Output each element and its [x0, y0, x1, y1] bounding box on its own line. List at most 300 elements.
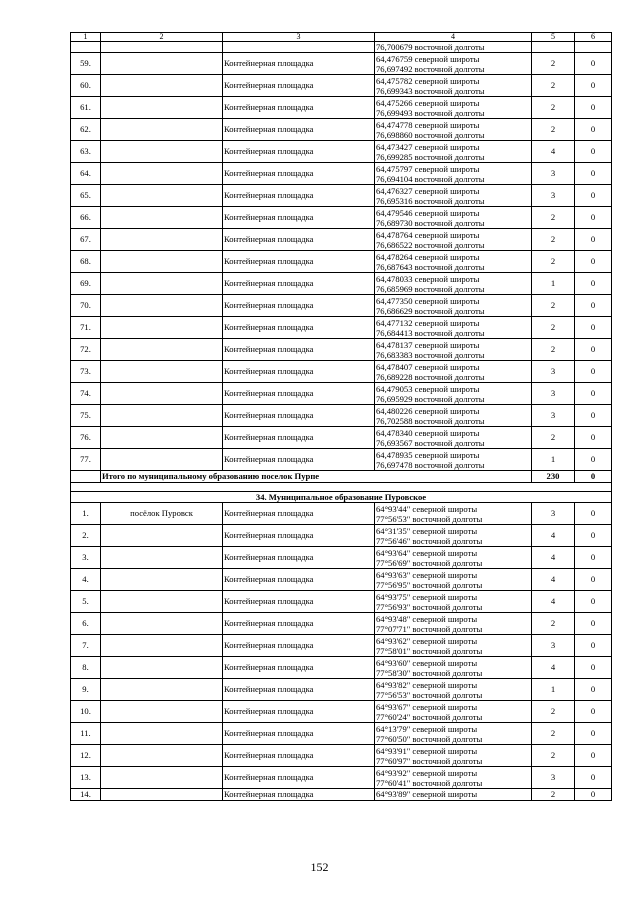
column6-value-cell: 0 [575, 141, 612, 163]
latitude-text: 64,473427 северной широты [376, 141, 480, 152]
column5-value-cell: 4 [532, 525, 575, 547]
settlement-cell [101, 295, 223, 317]
settlement-cell [101, 613, 223, 635]
column5-value-cell: 2 [532, 295, 575, 317]
row-number-cell: 72. [71, 339, 101, 361]
latitude-text: 64,479546 северной широты [376, 207, 480, 218]
row-number-cell: 62. [71, 119, 101, 141]
continuation-row [71, 42, 612, 53]
longitude-text: 77°56'95" восточной долготы [376, 579, 483, 590]
coordinate-cell [375, 317, 532, 339]
coordinate-cell [375, 97, 532, 119]
cell-empty [71, 471, 101, 483]
site-type-cell: Контейнерная площадка [223, 185, 375, 207]
settlement-cell [101, 547, 223, 569]
site-type-cell: Контейнерная площадка [223, 339, 375, 361]
cell-empty [71, 482, 612, 491]
table-row [71, 657, 612, 679]
row-number-cell: 73. [71, 361, 101, 383]
longitude-text: 76,687643 восточной долготы [376, 261, 485, 272]
column5-value-cell: 4 [532, 547, 575, 569]
table-row [71, 591, 612, 613]
site-type-cell: Контейнерная площадка [223, 361, 375, 383]
row-number-cell: 63. [71, 141, 101, 163]
column5-value-cell: 2 [532, 119, 575, 141]
settlement-cell [101, 723, 223, 745]
latitude-text: 64,477132 северной широты [376, 317, 480, 328]
site-type-cell: Контейнерная площадка [223, 789, 375, 801]
settlement-cell [101, 339, 223, 361]
settlement-cell [101, 745, 223, 767]
table-row [71, 383, 612, 405]
row-number-cell: 76. [71, 427, 101, 449]
column5-value-cell: 2 [532, 427, 575, 449]
column5-value-cell: 3 [532, 383, 575, 405]
longitude-text: 77°56'69" восточной долготы [376, 557, 483, 568]
column5-value-cell: 3 [532, 635, 575, 657]
longitude-text: 77°60'97" восточной долготы [376, 755, 483, 766]
settlement-cell [101, 75, 223, 97]
coordinate-cell [375, 569, 532, 591]
coordinate-cell [375, 53, 532, 75]
site-type-cell: Контейнерная площадка [223, 767, 375, 789]
column5-value-cell: 2 [532, 317, 575, 339]
table-row [71, 53, 612, 75]
site-type-cell: Контейнерная площадка [223, 251, 375, 273]
latitude-text: 64,480226 северной широты [376, 405, 480, 416]
settlement-cell [101, 383, 223, 405]
latitude-text: 64°93'62" северной широты [376, 635, 478, 646]
longitude-text: 76,694104 восточной долготы [376, 173, 485, 184]
site-type-cell: Контейнерная площадка [223, 295, 375, 317]
site-type-cell: Контейнерная площадка [223, 97, 375, 119]
settlement-cell [101, 229, 223, 251]
column6-value-cell: 0 [575, 339, 612, 361]
column6-value-cell: 0 [575, 767, 612, 789]
column6-value-cell: 0 [575, 525, 612, 547]
total-column5: 230 [532, 471, 575, 483]
column6-value-cell: 0 [575, 97, 612, 119]
longitude-text: 77°56'93" восточной долготы [376, 601, 483, 612]
latitude-text: 64,478033 северной широты [376, 273, 480, 284]
cell-empty [223, 42, 375, 53]
table-row [71, 635, 612, 657]
row-number-cell: 75. [71, 405, 101, 427]
latitude-text: 64°93'91" северной широты [376, 745, 478, 756]
column6-value-cell: 0 [575, 75, 612, 97]
site-type-cell: Контейнерная площадка [223, 383, 375, 405]
coordinate-cell [375, 745, 532, 767]
coordinate-cell [375, 449, 532, 471]
column5-value-cell: 2 [532, 339, 575, 361]
column6-value-cell: 0 [575, 119, 612, 141]
row-number-cell: 77. [71, 449, 101, 471]
section-header-row [71, 491, 612, 503]
latitude-text: 64°93'82" северной широты [376, 679, 478, 690]
column6-value-cell: 0 [575, 229, 612, 251]
column6-value-cell: 0 [575, 273, 612, 295]
settlement-cell [101, 657, 223, 679]
longitude-text: 76,686522 восточной долготы [376, 239, 485, 250]
row-number-cell: 5. [71, 591, 101, 613]
settlement-cell [101, 591, 223, 613]
coordinate-cell [375, 427, 532, 449]
coordinate-cell [375, 141, 532, 163]
coordinate-cell [375, 119, 532, 141]
table-row [71, 295, 612, 317]
latitude-text: 64°93'89" северной широты [376, 789, 478, 800]
header-cell: 3 [223, 33, 375, 42]
row-number-cell: 68. [71, 251, 101, 273]
coordinate-cell [375, 339, 532, 361]
longitude-text: 77°58'01" восточной долготы [376, 645, 483, 656]
column5-value-cell: 1 [532, 273, 575, 295]
table-row [71, 525, 612, 547]
settlement-cell [101, 251, 223, 273]
latitude-text: 64,478340 северной широты [376, 427, 480, 438]
row-number-cell: 71. [71, 317, 101, 339]
settlement-cell [101, 767, 223, 789]
row-number-cell: 1. [71, 503, 101, 525]
column5-value-cell: 2 [532, 723, 575, 745]
column6-value-cell: 0 [575, 789, 612, 801]
row-number-cell: 66. [71, 207, 101, 229]
site-type-cell: Контейнерная площадка [223, 141, 375, 163]
row-number-cell: 11. [71, 723, 101, 745]
header-cell: 6 [575, 33, 612, 42]
table-row [71, 427, 612, 449]
site-type-cell: Контейнерная площадка [223, 569, 375, 591]
site-type-cell: Контейнерная площадка [223, 745, 375, 767]
column5-value-cell: 3 [532, 767, 575, 789]
row-number-cell: 9. [71, 679, 101, 701]
settlement-cell [101, 701, 223, 723]
cell-empty [532, 42, 575, 53]
row-number-cell: 59. [71, 53, 101, 75]
latitude-text: 64°93'67" северной широты [376, 701, 478, 712]
coordinate-cell [375, 273, 532, 295]
column6-value-cell: 0 [575, 361, 612, 383]
header-cell: 2 [101, 33, 223, 42]
longitude-text: 77°56'46" восточной долготы [376, 535, 483, 546]
table-row [71, 317, 612, 339]
header-cell: 1 [71, 33, 101, 42]
row-number-cell: 65. [71, 185, 101, 207]
table-row [71, 163, 612, 185]
column5-value-cell: 3 [532, 185, 575, 207]
longitude-text: 76,699285 восточной долготы [376, 151, 485, 162]
coordinate-cell [375, 613, 532, 635]
table-row [71, 361, 612, 383]
column5-value-cell: 2 [532, 251, 575, 273]
latitude-text: 64,478407 северной широты [376, 361, 480, 372]
column5-value-cell: 4 [532, 569, 575, 591]
table-row [71, 97, 612, 119]
column6-value-cell: 0 [575, 591, 612, 613]
table-row [71, 547, 612, 569]
column6-value-cell: 0 [575, 613, 612, 635]
column5-value-cell: 4 [532, 591, 575, 613]
settlement-cell [101, 141, 223, 163]
longitude-text: 76,685969 восточной долготы [376, 283, 485, 294]
latitude-text: 64,478137 северной широты [376, 339, 480, 350]
total-row [71, 471, 612, 483]
column-number-header [71, 33, 612, 42]
column5-value-cell: 2 [532, 613, 575, 635]
coordinate-cell [375, 723, 532, 745]
coordinate-cell [375, 75, 532, 97]
longitude-text: 76,693567 восточной долготы [376, 437, 485, 448]
table-row [71, 229, 612, 251]
longitude-text: 76,689730 восточной долготы [376, 217, 485, 228]
longitude-text: 76,699343 восточной долготы [376, 85, 485, 96]
settlement-cell [101, 97, 223, 119]
row-number-cell: 67. [71, 229, 101, 251]
longitude-text: 76,689228 восточной долготы [376, 371, 485, 382]
longitude-text: 76,684413 восточной долготы [376, 327, 485, 338]
longitude-text: 77°56'53" восточной долготы [376, 513, 483, 524]
row-number-cell: 12. [71, 745, 101, 767]
column6-value-cell: 0 [575, 701, 612, 723]
settlement-cell [101, 361, 223, 383]
site-type-cell: Контейнерная площадка [223, 613, 375, 635]
latitude-text: 64°13'79" северной широты [376, 723, 478, 734]
site-type-cell: Контейнерная площадка [223, 229, 375, 251]
coordinate-cell [375, 657, 532, 679]
site-type-cell: Контейнерная площадка [223, 449, 375, 471]
column6-value-cell: 0 [575, 251, 612, 273]
column6-value-cell: 0 [575, 405, 612, 427]
table-row [71, 767, 612, 789]
site-type-cell: Контейнерная площадка [223, 657, 375, 679]
site-type-cell: Контейнерная площадка [223, 163, 375, 185]
table-row [71, 119, 612, 141]
latitude-text: 64,477350 северной широты [376, 295, 480, 306]
column5-value-cell: 2 [532, 97, 575, 119]
settlement-cell [101, 53, 223, 75]
latitude-text: 64,475782 северной широты [376, 75, 480, 86]
coordinate-cell [375, 547, 532, 569]
settlement-cell [101, 119, 223, 141]
row-number-cell: 10. [71, 701, 101, 723]
site-type-cell: Контейнерная площадка [223, 405, 375, 427]
row-number-cell: 8. [71, 657, 101, 679]
latitude-text: 64,478764 северной широты [376, 229, 480, 240]
site-type-cell: Контейнерная площадка [223, 525, 375, 547]
longitude-text: 77°60'24" восточной долготы [376, 711, 483, 722]
coordinate-cell [375, 767, 532, 789]
coordinate-cell [375, 295, 532, 317]
table-row [71, 207, 612, 229]
longitude-text: 76,697478 восточной долготы [376, 459, 485, 470]
site-type-cell: Контейнерная площадка [223, 317, 375, 339]
column6-value-cell: 0 [575, 723, 612, 745]
coordinate-cell [375, 701, 532, 723]
settlement-cell [101, 635, 223, 657]
table-row [71, 723, 612, 745]
column6-value-cell: 0 [575, 53, 612, 75]
row-number-cell: 2. [71, 525, 101, 547]
latitude-text: 64,475266 северной широты [376, 97, 480, 108]
coordinate-cell [375, 591, 532, 613]
column6-value-cell: 0 [575, 503, 612, 525]
column6-value-cell: 0 [575, 207, 612, 229]
longitude-text: 77°56'53" восточной долготы [376, 689, 483, 700]
row-number-cell: 61. [71, 97, 101, 119]
latitude-text: 64°93'44" северной широты [376, 503, 478, 514]
column5-value-cell: 1 [532, 679, 575, 701]
row-number-cell: 74. [71, 383, 101, 405]
coordinate-cell [375, 679, 532, 701]
coordinate-cell [375, 163, 532, 185]
coordinate-cell [375, 503, 532, 525]
cell-empty [71, 42, 101, 53]
longitude-text: 77°07'71" восточной долготы [376, 623, 483, 634]
settlement-cell [101, 207, 223, 229]
cell-empty [575, 42, 612, 53]
column6-value-cell: 0 [575, 383, 612, 405]
coordinate-cell [375, 789, 532, 801]
table-row [71, 701, 612, 723]
column6-value-cell: 0 [575, 635, 612, 657]
site-type-cell: Контейнерная площадка [223, 119, 375, 141]
row-number-cell: 60. [71, 75, 101, 97]
table-row [71, 613, 612, 635]
site-type-cell: Контейнерная площадка [223, 427, 375, 449]
coordinate-cell [375, 251, 532, 273]
column6-value-cell: 0 [575, 163, 612, 185]
row-number-cell: 7. [71, 635, 101, 657]
settlement-cell [101, 185, 223, 207]
column6-value-cell: 0 [575, 569, 612, 591]
total-label: Итого по муниципальному образованию поселок Пурпе [101, 471, 532, 483]
column6-value-cell: 0 [575, 745, 612, 767]
latitude-text: 64°93'64" северной широты [376, 547, 478, 558]
column5-value-cell: 2 [532, 207, 575, 229]
latitude-text: 64,479053 северной широты [376, 383, 480, 394]
longitude-text: 77°60'41" восточной долготы [376, 777, 483, 788]
site-type-cell: Контейнерная площадка [223, 701, 375, 723]
longitude-text: 76,686629 восточной долготы [376, 305, 485, 316]
coordinate-cell [375, 361, 532, 383]
latitude-text: 64,476327 северной широты [376, 185, 480, 196]
longitude-text: 76,695929 восточной долготы [376, 393, 485, 404]
settlement-cell [101, 317, 223, 339]
table-row [71, 679, 612, 701]
latitude-text: 64,474778 северной широты [376, 119, 480, 130]
settlement-cell [101, 525, 223, 547]
settlement-cell [101, 449, 223, 471]
register-table-body [71, 33, 612, 801]
site-type-cell: Контейнерная площадка [223, 207, 375, 229]
header-cell: 5 [532, 33, 575, 42]
column6-value-cell: 0 [575, 317, 612, 339]
settlement-cell [101, 569, 223, 591]
spacer-row [71, 482, 612, 491]
column6-value-cell: 0 [575, 657, 612, 679]
table-row [71, 405, 612, 427]
site-type-cell: Контейнерная площадка [223, 679, 375, 701]
column5-value-cell: 3 [532, 163, 575, 185]
column5-value-cell: 2 [532, 789, 575, 801]
settlement-cell [101, 273, 223, 295]
row-number-cell: 14. [71, 789, 101, 801]
longitude-text: 76,698860 восточной долготы [376, 129, 485, 140]
latitude-text: 64,475797 северной широты [376, 163, 480, 174]
settlement-cell [101, 405, 223, 427]
coordinate-cell: 76,700679 восточной долготы [375, 42, 532, 53]
site-type-cell: Контейнерная площадка [223, 503, 375, 525]
longitude-text: 76,697492 восточной долготы [376, 63, 485, 74]
longitude-text: 77°58'30" восточной долготы [376, 667, 483, 678]
coordinate-cell [375, 383, 532, 405]
table-row [71, 503, 612, 525]
row-number-cell: 64. [71, 163, 101, 185]
column5-value-cell: 4 [532, 657, 575, 679]
column6-value-cell: 0 [575, 449, 612, 471]
site-type-cell: Контейнерная площадка [223, 591, 375, 613]
table-row [71, 745, 612, 767]
longitude-text: 77°60'50" восточной долготы [376, 733, 483, 744]
settlement-cell [101, 163, 223, 185]
column5-value-cell: 1 [532, 449, 575, 471]
row-number-cell: 69. [71, 273, 101, 295]
site-type-cell: Контейнерная площадка [223, 53, 375, 75]
table-row [71, 251, 612, 273]
latitude-text: 64°93'63" северной широты [376, 569, 478, 580]
column6-value-cell: 0 [575, 427, 612, 449]
column5-value-cell: 3 [532, 405, 575, 427]
site-type-cell: Контейнерная площадка [223, 635, 375, 657]
site-type-cell: Контейнерная площадка [223, 723, 375, 745]
latitude-text: 64,476759 северной широты [376, 53, 480, 64]
table-row [71, 273, 612, 295]
latitude-text: 64°93'48" северной широты [376, 613, 478, 624]
site-type-cell: Контейнерная площадка [223, 547, 375, 569]
table-row [71, 569, 612, 591]
coordinate-cell [375, 405, 532, 427]
row-number-cell: 70. [71, 295, 101, 317]
latitude-text: 64°93'75" северной широты [376, 591, 478, 602]
column6-value-cell: 0 [575, 295, 612, 317]
column6-value-cell: 0 [575, 185, 612, 207]
latitude-text: 64°31'35" северной широты [376, 525, 478, 536]
register-table [70, 32, 612, 801]
row-number-cell: 13. [71, 767, 101, 789]
column5-value-cell: 2 [532, 745, 575, 767]
coordinate-cell [375, 525, 532, 547]
table-row [71, 339, 612, 361]
column6-value-cell: 0 [575, 547, 612, 569]
section-title: 34. Муниципальное образование Пуровское [71, 491, 612, 503]
coordinate-cell [375, 185, 532, 207]
table-row [71, 141, 612, 163]
longitude-text: 76,699493 восточной долготы [376, 107, 485, 118]
longitude-text: 76,683383 восточной долготы [376, 349, 485, 360]
table-row [71, 75, 612, 97]
site-type-cell: Контейнерная площадка [223, 75, 375, 97]
row-number-cell: 3. [71, 547, 101, 569]
latitude-text: 64°93'92" северной широты [376, 767, 478, 778]
column5-value-cell: 2 [532, 701, 575, 723]
latitude-text: 64,478935 северной широты [376, 449, 480, 460]
coordinate-cell [375, 635, 532, 657]
table-row [71, 185, 612, 207]
column5-value-cell: 3 [532, 503, 575, 525]
table-row [71, 449, 612, 471]
total-column6: 0 [575, 471, 612, 483]
site-type-cell: Контейнерная площадка [223, 273, 375, 295]
